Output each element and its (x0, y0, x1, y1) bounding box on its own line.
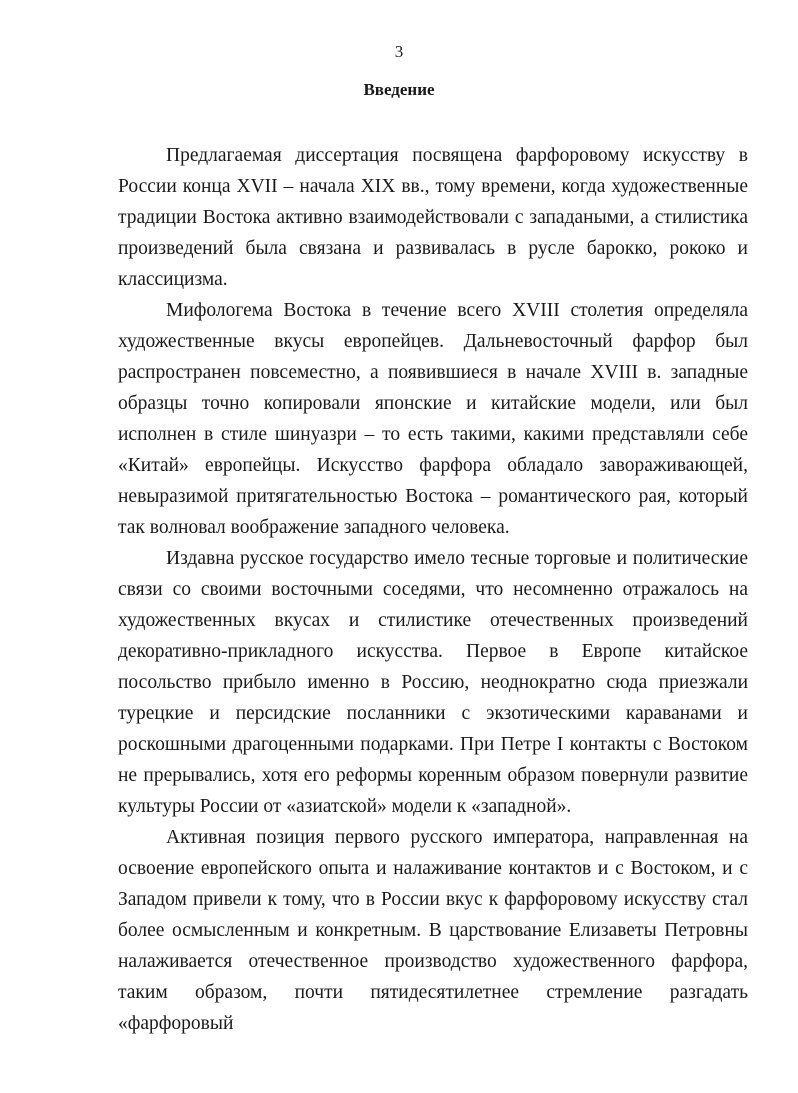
paragraph-1: Предлагаемая диссертация посвящена фарфоровому искусству в России конца XVII – начала XIX вв., тому времени, когда художественные традиции Востока активно взаимодействовали с западаными, а стилистика произведений была связана и развивалась в русле барокко, рококо и классицизма. (118, 145, 748, 290)
paragraph-3: Издавна русское государство имело тесные торговые и политические связи со своими восточными соседями, что несомненно отражалось на художественных вкусах и стилистике отечественных произведений декоративно-прикладного искусства. Первое в Европе китайское посольство прибыло именно в Россию, неоднократно сюда приезжали турецкие и персидские посланники с экзотическими караванами и роскошными драгоценными подарками. При Петре I контакты с Востоком не прерывались, хотя его реформы коренным образом повернули развитие культуры России от «азиатской» модели к «западной». (118, 548, 748, 817)
paragraph-2: Мифологема Востока в течение всего XVIII столетия определяла художественные вкусы европейцев. Дальневосточный фарфор был распространен повсеместно, а появившиеся в начале XVIII в. западные образцы точно копировали японские и китайские модели, или был исполнен в стиле шинуазри – то есть такими, какими представляли себе «Китай» европейцы. Искусство фарфора обладало завораживающей, невыразимой притягательностью Востока – романтического рая, который так волновал воображение западного человека. (118, 300, 748, 538)
paragraph-4: Активная позиция первого русского императора, направленная на освоение европейского опыта и налаживание контактов и с Востоком, и с Западом привели к тому, что в России вкус к фарфоровому искусству стал более осмысленным и конкретным. В царствование Елизаветы Петровны налаживается отечественное производство художественного фарфора, таким образом, почти пятидесятилетнее стремление разгадать «фарфоровый (118, 827, 748, 1034)
page-number: 3 (394, 42, 404, 61)
page-title: Введение (363, 80, 435, 99)
body-text (118, 140, 748, 1039)
